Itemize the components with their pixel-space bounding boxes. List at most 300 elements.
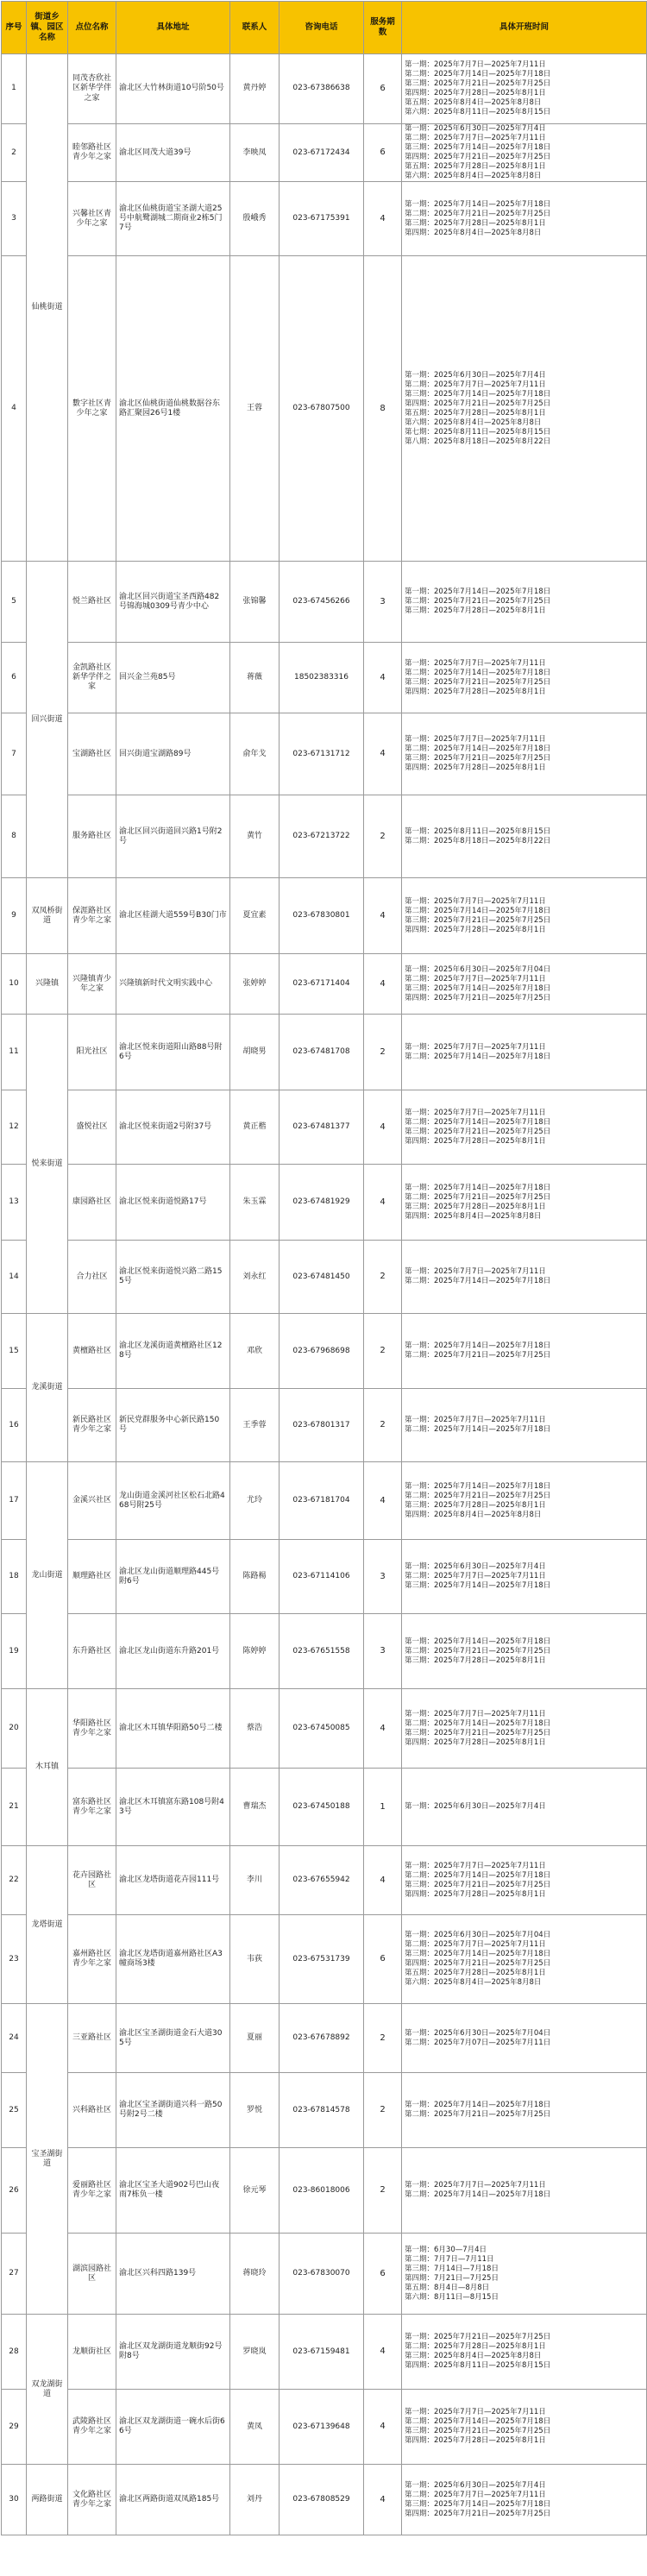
street-name: 木耳镇: [27, 1689, 68, 1846]
schedule-period: 第三期：2025年7月21日—2025年7月25日: [405, 79, 551, 88]
row-no: 10: [2, 954, 27, 1015]
row-no: 22: [2, 1846, 27, 1915]
schedule-period: 第二期：2025年7月14日—2025年7月18日: [405, 906, 551, 915]
row-no: 7: [2, 713, 27, 795]
schedule-period: 第三期：2025年7月21日—2025年7月25日: [405, 1880, 551, 1889]
address: 新民党群服务中心新民路150号: [116, 1389, 230, 1462]
schedule-period: 第一期：2025年7月7日—2025年7月11日: [405, 1861, 546, 1870]
phone-number: 023-67481708: [280, 1015, 364, 1090]
row-no: 17: [2, 1462, 27, 1540]
row-no: 30: [2, 2465, 27, 2535]
contact-name: 陈婷婷: [230, 1614, 280, 1689]
session-count: 4: [364, 1090, 402, 1165]
schedule-period: 第一期：2025年7月14日—2025年7月18日: [405, 1481, 551, 1491]
row-no: 18: [2, 1540, 27, 1614]
schedule-period: 第四期：2025年7月28日—2025年8月1日: [405, 2436, 546, 2446]
contact-name: 蒋晓玲: [230, 2234, 280, 2315]
table-row: [2, 2148, 647, 2234]
row-no: 11: [2, 1015, 27, 1090]
phone-number: 023-67655942: [280, 1846, 364, 1915]
contact-name: 徐元琴: [230, 2148, 280, 2234]
schedule-period: 第二期：2025年7月14日—2025年7月18日: [405, 2417, 551, 2427]
schedule-times: [402, 1614, 647, 1689]
schedule-period: 第一期：2025年7月21日—2025年7月25日: [405, 2333, 551, 2342]
point-name: 悦兰路社区: [68, 562, 116, 643]
phone-number: 023-67450085: [280, 1689, 364, 1769]
session-count: 6: [364, 2234, 402, 2315]
point-name: 金凯路社区新华学伴之家: [68, 643, 116, 713]
schedule-period: 第四期：2025年8月4日—2025年8月8日: [405, 1510, 542, 1519]
address: 回兴金兰苑85号: [116, 643, 230, 713]
schedule-period: 第四期：2025年8月4日—2025年8月8日: [405, 228, 542, 237]
schedule-period: 第二期：2025年7月7日—2025年7月11日: [405, 134, 546, 143]
point-name: 保涯路社区青少年之家: [68, 878, 116, 954]
address: 渝北区龙溪街道黄檀路社区128号: [116, 1314, 230, 1389]
schedule-period: 第二期：2025年7月14日—2025年7月18日: [405, 1052, 551, 1061]
phone-number: 023-67139648: [280, 2390, 364, 2465]
schedule-times: [402, 1769, 647, 1846]
phone-number: 023-67172434: [280, 124, 364, 182]
phone-number: 023-67450188: [280, 1769, 364, 1846]
schedule-period: 第一期：2025年6月30日—2025年7月4日: [405, 1562, 546, 1572]
row-no: 3: [2, 182, 27, 256]
address: 渝北区龙山街道东升路201号: [116, 1614, 230, 1689]
phone-number: 023-67807500: [280, 256, 364, 562]
contact-name: 蔡浩: [230, 1689, 280, 1769]
phone-number: 023-67481377: [280, 1090, 364, 1165]
session-count: 6: [364, 1915, 402, 2004]
contact-name: 王季蓉: [230, 1389, 280, 1462]
schedule-times: [402, 54, 647, 124]
schedule-period: 第四期：2025年7月21日—2025年7月25日: [405, 153, 551, 162]
session-count: 4: [364, 2315, 402, 2390]
schedule-times: [402, 2004, 647, 2073]
schedule-period: 第一期：2025年7月7日—2025年7月11日: [405, 1108, 546, 1117]
schedule-period: 第三期：2025年7月14日—2025年7月18日: [405, 1581, 551, 1591]
table-row: [2, 1314, 647, 1389]
session-count: 3: [364, 562, 402, 643]
table-row: [2, 2315, 647, 2390]
schedule-period: 第一期：2025年7月7日—2025年7月11日: [405, 896, 546, 906]
row-no: 24: [2, 2004, 27, 2073]
point-name: 同茂杏欣社区新华学伴之家: [68, 54, 116, 124]
session-count: 2: [364, 1241, 402, 1314]
address: 渝北区回兴街道宝圣西路482号锦海城0309号青少中心: [116, 562, 230, 643]
address: 兴隆镇新时代文明实践中心: [116, 954, 230, 1015]
schedule-period: 第二期：2025年7月7日—2025年7月11日: [405, 1940, 546, 1950]
contact-name: 胡晓男: [230, 1015, 280, 1090]
table-row: [2, 795, 647, 878]
schedule-period: 第二期：2025年7月7日—2025年7月11日: [405, 2490, 546, 2499]
table-row: [2, 1846, 647, 1915]
address: 渝北区双龙湖街道龙顺街92号附8号: [116, 2315, 230, 2390]
contact-name: 俞年戈: [230, 713, 280, 795]
address: 渝北区宝圣湖街道兴科一路50号附2号二楼: [116, 2073, 230, 2148]
table-row: [2, 256, 647, 562]
row-no: 4: [2, 256, 27, 562]
table-row: [2, 1165, 647, 1241]
row-no: 25: [2, 2073, 27, 2148]
schedule-period: 第一期：6月30—7月4日: [405, 2245, 487, 2254]
table-row: [2, 1689, 647, 1769]
point-name: 富东路社区青少年之家: [68, 1769, 116, 1846]
table-row: [2, 643, 647, 713]
schedule-period: 第一期：2025年6月30日—2025年7月4日: [405, 370, 546, 380]
phone-number: 023-67801317: [280, 1389, 364, 1462]
contact-name: 张婷婷: [230, 954, 280, 1015]
schedule-period: 第三期：7月14日—7月18日: [405, 2264, 499, 2273]
schedule-period: 第二期：2025年7月7日—2025年7月11日: [405, 380, 546, 389]
address: 渝北区悦来街道阳山路88号附6号: [116, 1015, 230, 1090]
schedule-times: [402, 954, 647, 1015]
session-count: 2: [364, 1015, 402, 1090]
point-name: 兴馨社区青少年之家: [68, 182, 116, 256]
contact-name: 黄竹: [230, 795, 280, 878]
street-name: 龙溪街道: [27, 1314, 68, 1462]
row-no: 16: [2, 1389, 27, 1462]
schedule-period: 第五期：2025年7月28日—2025年8月1日: [405, 408, 546, 418]
schedule-period: 第六期：2025年8月11日—2025年8月15日: [405, 108, 551, 117]
point-name: 文化路社区青少年之家: [68, 2465, 116, 2535]
schedule-times: [402, 2465, 647, 2535]
phone-number: 023-67830070: [280, 2234, 364, 2315]
schedule-period: 第一期：2025年7月14日—2025年7月18日: [405, 1341, 551, 1351]
table-row: [2, 1614, 647, 1689]
phone-number: 023-67456266: [280, 562, 364, 643]
phone-number: 023-67171404: [280, 954, 364, 1015]
contact-name: 黄丹婷: [230, 54, 280, 124]
schedule-period: 第二期：2025年8月18日—2025年8月22日: [405, 836, 551, 845]
contact-name: 陈路楊: [230, 1540, 280, 1614]
session-count: 4: [364, 182, 402, 256]
schedule-period: 第三期：2025年7月14日—2025年7月18日: [405, 2499, 551, 2509]
schedule-period: 第四期：7月21日—7月25日: [405, 2273, 499, 2283]
contact-name: 黄凤: [230, 2390, 280, 2465]
phone-number: 023-67678892: [280, 2004, 364, 2073]
phone-number: 023-67651558: [280, 1614, 364, 1689]
phone-number: 023-86018006: [280, 2148, 364, 2234]
table-row: [2, 1915, 647, 2004]
table-row: [2, 954, 647, 1015]
row-no: 1: [2, 54, 27, 124]
schedule-period: 第二期：2025年7月14日—2025年7月18日: [405, 69, 551, 79]
schedule-period: 第四期：2025年7月28日—2025年8月1日: [405, 1136, 546, 1146]
schedule-period: 第三期：2025年7月21日—2025年7月25日: [405, 754, 551, 763]
table-row: [2, 2004, 647, 2073]
schedule-period: 第一期：2025年7月7日—2025年7月11日: [405, 1267, 546, 1277]
address: 回兴街道宝湖路89号: [116, 713, 230, 795]
schedule-period: 第三期：2025年7月14日—2025年7月18日: [405, 983, 551, 993]
schedule-period: 第一期：2025年7月14日—2025年7月18日: [405, 199, 551, 209]
row-no: 6: [2, 643, 27, 713]
table-row: [2, 2073, 647, 2148]
schedule-period: 第四期：2025年7月28日—2025年8月1日: [405, 1737, 546, 1747]
schedule-times: [402, 1389, 647, 1462]
schedule-period: 第一期：2025年7月7日—2025年7月11日: [405, 1042, 546, 1052]
contact-name: 朱玉霖: [230, 1165, 280, 1241]
row-no: 14: [2, 1241, 27, 1314]
schedule-period: 第三期：2025年7月21日—2025年7月25日: [405, 2427, 551, 2436]
schedule-period: 第三期：2025年7月21日—2025年7月25日: [405, 1127, 551, 1136]
schedule-period: 第三期：2025年7月21日—2025年7月25日: [405, 915, 551, 925]
contact-name: 张锦馨: [230, 562, 280, 643]
schedule-period: 第八期：2025年8月18日—2025年8月22日: [405, 437, 551, 446]
schedule-table: [1, 1, 647, 2535]
schedule-period: 第三期：2025年7月28日—2025年8月1日: [405, 1202, 546, 1211]
row-no: 13: [2, 1165, 27, 1241]
address: 渝北区宝圣湖街道金石大道305号: [116, 2004, 230, 2073]
schedule-period: 第一期：2025年8月11日—2025年8月15日: [405, 826, 551, 836]
schedule-period: 第二期：2025年7月07日—2025年7月11日: [405, 2038, 551, 2047]
row-no: 9: [2, 878, 27, 954]
address: 渝北区木耳镇华阳路50号二楼: [116, 1689, 230, 1769]
schedule-times: [402, 795, 647, 878]
contact-name: 刘永红: [230, 1241, 280, 1314]
row-no: 23: [2, 1915, 27, 2004]
address: 渝北区兴科四路139号: [116, 2234, 230, 2315]
schedule-times: [402, 1462, 647, 1540]
row-no: 15: [2, 1314, 27, 1389]
point-name: 顺理路社区: [68, 1540, 116, 1614]
row-no: 29: [2, 2390, 27, 2465]
point-name: 服务路社区: [68, 795, 116, 878]
session-count: 1: [364, 1769, 402, 1846]
contact-name: 刘丹: [230, 2465, 280, 2535]
schedule-period: 第三期：2025年7月28日—2025年8月1日: [405, 1500, 546, 1510]
session-count: 4: [364, 2390, 402, 2465]
phone-number: 023-67968698: [280, 1314, 364, 1389]
schedule-period: 第三期：2025年7月28日—2025年8月1日: [405, 218, 546, 228]
point-name: 康园路社区: [68, 1165, 116, 1241]
schedule-period: 第三期：2025年8月4日—2025年8月8日: [405, 2352, 542, 2361]
table-row: [2, 2234, 647, 2315]
schedule-times: [402, 713, 647, 795]
header-no: 序号: [2, 2, 27, 54]
phone-number: 023-67175391: [280, 182, 364, 256]
point-name: 阳光社区: [68, 1015, 116, 1090]
session-count: 2: [364, 1314, 402, 1389]
table-row: [2, 54, 647, 124]
schedule-period: 第二期：7月7日—7月11日: [405, 2254, 494, 2264]
row-no: 12: [2, 1090, 27, 1165]
schedule-period: 第二期：2025年7月14日—2025年7月18日: [405, 1870, 551, 1880]
schedule-times: [402, 562, 647, 643]
schedule-period: 第二期：2025年7月21日—2025年7月25日: [405, 1646, 551, 1656]
schedule-period: 第一期：2025年6月30日—2025年7月04日: [405, 1931, 551, 1940]
row-no: 28: [2, 2315, 27, 2390]
schedule-period: 第四期：2025年7月21日—2025年7月25日: [405, 399, 551, 408]
row-no: 5: [2, 562, 27, 643]
schedule-times: [402, 124, 647, 182]
schedule-period: 第六期：2025年8月4日—2025年8月8日: [405, 1978, 542, 1988]
schedule-times: [402, 1689, 647, 1769]
street-name: 仙桃街道: [27, 54, 68, 562]
schedule-period: 第一期：2025年6月30日—2025年7月4日: [405, 124, 546, 133]
phone-number: 023-67481929: [280, 1165, 364, 1241]
contact-name: 夏丽: [230, 2004, 280, 2073]
row-no: 21: [2, 1769, 27, 1846]
point-name: 嘉州路社区青少年之家: [68, 1915, 116, 2004]
schedule-period: 第二期：2025年7月14日—2025年7月18日: [405, 1718, 551, 1728]
schedule-times: [402, 2148, 647, 2234]
schedule-period: 第三期：2025年7月21日—2025年7月25日: [405, 1728, 551, 1737]
session-count: 2: [364, 795, 402, 878]
contact-name: 夏宜素: [230, 878, 280, 954]
row-no: 20: [2, 1689, 27, 1769]
street-name: 悦来街道: [27, 1015, 68, 1314]
session-count: 4: [364, 878, 402, 954]
schedule-period: 第五期：8月4日—8月8日: [405, 2283, 490, 2292]
point-name: 华阳路社区青少年之家: [68, 1689, 116, 1769]
schedule-period: 第一期：2025年7月7日—2025年7月11日: [405, 60, 546, 69]
schedule-period: 第一期：2025年7月14日—2025年7月18日: [405, 2101, 551, 2110]
address: 渝北区两路街道双凤路185号: [116, 2465, 230, 2535]
schedule-period: 第一期：2025年6月30日—2025年7月4日: [405, 1802, 546, 1812]
point-name: 兴隆镇青少年之家: [68, 954, 116, 1015]
point-name: 新民路社区青少年之家: [68, 1389, 116, 1462]
point-name: 东升路社区: [68, 1614, 116, 1689]
phone-number: 023-67808529: [280, 2465, 364, 2535]
schedule-period: 第五期：2025年7月28日—2025年8月1日: [405, 162, 546, 172]
table-row: [2, 2465, 647, 2535]
row-no: 27: [2, 2234, 27, 2315]
phone-number: 023-67830801: [280, 878, 364, 954]
point-name: 湖滨园路社区: [68, 2234, 116, 2315]
row-no: 19: [2, 1614, 27, 1689]
session-count: 4: [364, 1165, 402, 1241]
schedule-times: [402, 256, 647, 562]
schedule-period: 第四期：2025年7月28日—2025年8月1日: [405, 925, 546, 934]
schedule-period: 第五期：2025年7月28日—2025年8月1日: [405, 1969, 546, 1978]
session-count: 2: [364, 2148, 402, 2234]
schedule-period: 第四期：2025年7月28日—2025年8月1日: [405, 687, 546, 696]
session-count: 4: [364, 1462, 402, 1540]
schedule-period: 第二期：2025年7月7日—2025年7月11日: [405, 974, 546, 983]
address: 渝北区同茂大道39号: [116, 124, 230, 182]
street-name: 兴隆镇: [27, 954, 68, 1015]
phone-number: 023-67159481: [280, 2315, 364, 2390]
point-name: 花卉园路社区: [68, 1846, 116, 1915]
schedule-period: 第二期：2025年7月14日—2025年7月18日: [405, 745, 551, 754]
schedule-period: 第三期：2025年7月14日—2025年7月18日: [405, 389, 551, 399]
schedule-times: [402, 2315, 647, 2390]
address: 龙山街道金溪河社区松石北路468号附25号: [116, 1462, 230, 1540]
contact-name: 李映凤: [230, 124, 280, 182]
schedule-period: 第二期：2025年7月14日—2025年7月18日: [405, 1425, 551, 1435]
table-row: [2, 1389, 647, 1462]
session-count: 3: [364, 1614, 402, 1689]
phone-number: 023-67213722: [280, 795, 364, 878]
point-name: 兴科路社区: [68, 2073, 116, 2148]
schedule-period: 第一期：2025年7月7日—2025年7月11日: [405, 658, 546, 668]
schedule-times: [402, 1846, 647, 1915]
schedule-times: [402, 1015, 647, 1090]
schedule-times: [402, 1915, 647, 2004]
point-name: 三亚路社区: [68, 2004, 116, 2073]
schedule-period: 第三期：2025年7月14日—2025年7月18日: [405, 1950, 551, 1959]
schedule-period: 第四期：2025年7月21日—2025年7月25日: [405, 1959, 551, 1969]
contact-name: 王蓉: [230, 256, 280, 562]
street-name: 回兴街道: [27, 562, 68, 878]
schedule-period: 第一期：2025年6月30日—2025年7月04日: [405, 2028, 551, 2038]
table-row: [2, 878, 647, 954]
schedule-times: [402, 643, 647, 713]
table-row: [2, 713, 647, 795]
schedule-period: 第一期：2025年7月14日—2025年7月18日: [405, 587, 551, 597]
table-row: [2, 1090, 647, 1165]
point-name: 盛悦社区: [68, 1090, 116, 1165]
schedule-times: [402, 2073, 647, 2148]
point-name: 黄檀路社区: [68, 1314, 116, 1389]
schedule-period: 第四期：2025年8月4日—2025年8月8日: [405, 1211, 542, 1221]
schedule-period: 第二期：2025年7月21日—2025年7月25日: [405, 1351, 551, 1360]
session-count: 3: [364, 1540, 402, 1614]
phone-number: 023-67814578: [280, 2073, 364, 2148]
address: 渝北区双龙湖街道一碗水后街66号: [116, 2390, 230, 2465]
phone-number: 023-67531739: [280, 1915, 364, 2004]
contact-name: 罗悦: [230, 2073, 280, 2148]
schedule-period: 第二期：2025年7月14日—2025年7月18日: [405, 668, 551, 677]
session-count: 8: [364, 256, 402, 562]
schedule-period: 第二期：2025年7月7日—2025年7月11日: [405, 1572, 546, 1581]
street-name: 两路街道: [27, 2465, 68, 2535]
address: 渝北区龙塔街道花卉园111号: [116, 1846, 230, 1915]
schedule-times: [402, 878, 647, 954]
address: 渝北区龙塔街道嘉州路社区A3幢商场3楼: [116, 1915, 230, 2004]
schedule-period: 第三期：2025年7月28日—2025年8月1日: [405, 1656, 546, 1665]
schedule-period: 第二期：2025年7月21日—2025年7月25日: [405, 209, 551, 218]
schedule-times: [402, 2390, 647, 2465]
point-name: 數字社区青少年之家: [68, 256, 116, 562]
contact-name: 殷峨秀: [230, 182, 280, 256]
row-no: 26: [2, 2148, 27, 2234]
session-count: 4: [364, 1846, 402, 1915]
session-count: 2: [364, 1389, 402, 1462]
contact-name: 蒋薇: [230, 643, 280, 713]
table-row: [2, 1241, 647, 1314]
phone-number: 023-67181704: [280, 1462, 364, 1540]
schedule-period: 第四期：2025年7月21日—2025年7月25日: [405, 993, 551, 1002]
point-name: 龙顺街社区: [68, 2315, 116, 2390]
address: 渝北区悦来街道悦路17号: [116, 1165, 230, 1241]
schedule-period: 第一期：2025年6月30日—2025年7月4日: [405, 2480, 546, 2490]
schedule-period: 第二期：2025年7月14日—2025年7月18日: [405, 2190, 551, 2200]
schedule-period: 第五期：2025年8月4日—2025年8月8日: [405, 98, 542, 108]
schedule-period: 第二期：2025年7月21日—2025年7月25日: [405, 1192, 551, 1202]
address: 渝北区回兴街道回兴路1号附2号: [116, 795, 230, 878]
address: 渝北区仙桃街道仙桃数据谷东路汇聚园26号1楼: [116, 256, 230, 562]
session-count: 2: [364, 2004, 402, 2073]
point-name: 宝湖路社区: [68, 713, 116, 795]
street-name: 龙山街道: [27, 1462, 68, 1689]
contact-name: 曹瑞杰: [230, 1769, 280, 1846]
schedule-period: 第一期：2025年7月7日—2025年7月11日: [405, 735, 546, 745]
schedule-period: 第一期：2025年7月14日—2025年7月18日: [405, 1183, 551, 1192]
phone-number: 023-67481450: [280, 1241, 364, 1314]
schedule-times: [402, 1090, 647, 1165]
schedule-period: 第七期：2025年8月11日—2025年8月15日: [405, 427, 551, 437]
session-count: 6: [364, 54, 402, 124]
schedule-times: [402, 1314, 647, 1389]
session-count: 4: [364, 713, 402, 795]
row-no: 8: [2, 795, 27, 878]
contact-name: 韦荻: [230, 1915, 280, 2004]
schedule-period: 第一期：2025年7月7日—2025年7月11日: [405, 2408, 546, 2417]
header-point: 点位名称: [68, 2, 116, 54]
point-name: 武陵路社区青少年之家: [68, 2390, 116, 2465]
schedule-period: 第四期：2025年7月28日—2025年8月1日: [405, 89, 546, 97]
schedule-period: 第二期：2025年7月14日—2025年7月18日: [405, 1277, 551, 1286]
